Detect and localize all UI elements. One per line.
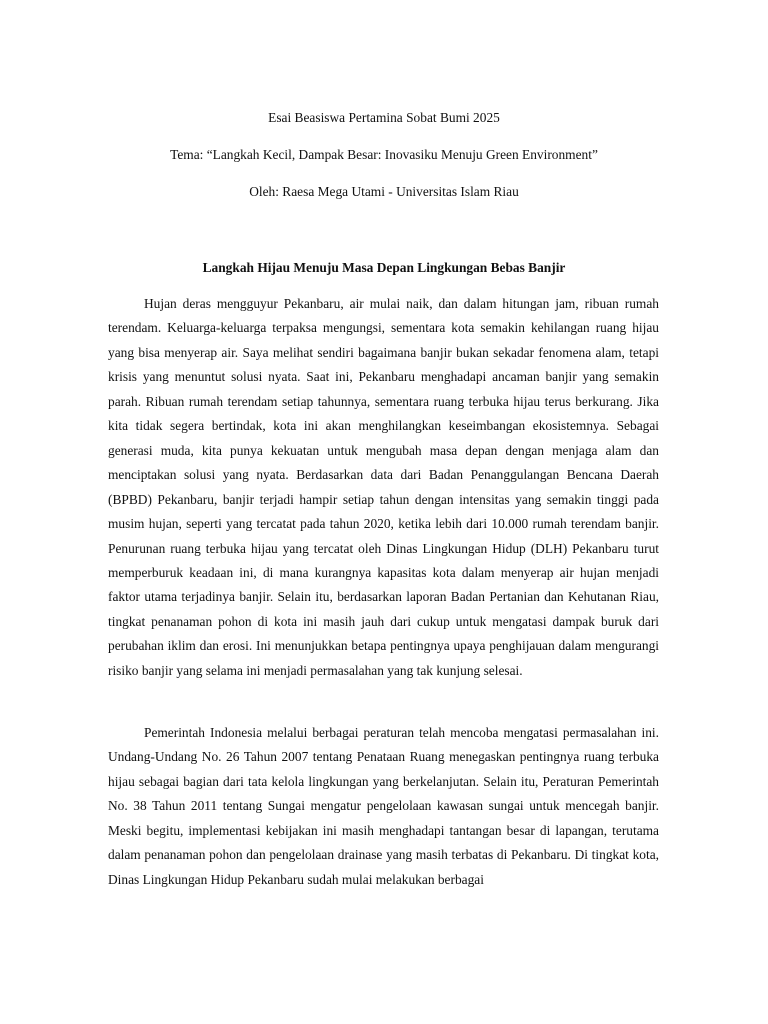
essay-title: Langkah Hijau Menuju Masa Depan Lingkungan Bebas Banjir — [202, 260, 566, 275]
body-paragraph-block-2 — [108, 721, 659, 892]
body-paragraph-block-1 — [108, 292, 659, 683]
document-theme: Tema: “Langkah Kecil, Dampak Besar: Inovasiku Menuju Green Environment” — [170, 147, 598, 162]
document-title: Esai Beasiswa Pertamina Sobat Bumi 2025 — [268, 110, 500, 125]
document-author: Oleh: Raesa Mega Utami - Universitas Islam Riau — [249, 184, 519, 199]
paragraph: Pemerintah Indonesia melalui berbagai peraturan telah mencoba mengatasi permasalahan ini. Undang-Undang No. 26 Tahun 2007 tentang Penataan Ruang menegaskan pentingnya ruang terbuka hijau sebagai bagian dari tata kelola lingkungan yang berkelanjutan. Selain itu, Peraturan Pemerintah No. 38 Tahun 2011 tentang Sungai mengatur pengelolaan kawasan sungai untuk mencegah banjir. Meski begitu, implementasi kebijakan ini masih menghadapi tantangan besar di lapangan, terutama dalam penanaman pohon dan pengelolaan drainase yang masih terbatas di Pekanbaru. Di tingkat kota, Dinas Lingkungan Hidup Pekanbaru sudah mulai melakukan berbagai — [108, 725, 659, 887]
paragraph: Hujan deras mengguyur Pekanbaru, air mulai naik, dan dalam hitungan jam, ribuan rumah terendam. Keluarga-keluarga terpaksa mengungsi, sementara kota semakin kehilangan ruang hijau yang bisa menyerap air. Saya melihat sendiri bagaimana banjir bukan sekadar fenomena alam, tetapi krisis yang menuntut solusi nyata. Saat ini, Pekanbaru menghadapi ancaman banjir yang semakin parah. Ribuan rumah terendam setiap tahunnya, sementara ruang terbuka hijau terus berkurang. Jika kita tidak segera bertindak, kota ini akan menghilangkan keseimbangan ekosistemnya. Sebagai generasi muda, kita punya kekuatan untuk mengubah masa depan dengan menjaga alam dan menciptakan solusi yang nyata. Berdasarkan data dari Badan Penanggulangan Bencana Daerah (BPBD) Pekanbaru, banjir terjadi hampir setiap tahun dengan intensitas yang semakin tinggi pada musim hujan, seperti yang tercatat pada tahun 2020, ketika lebih dari 10.000 rumah terendam banjir. Penurunan ruang terbuka hijau yang tercatat oleh Dinas Lingkungan Hidup (DLH) Pekanbaru turut memperburuk keadaan ini, di mana kurangnya kapasitas kota dalam menyerap air hujan menjadi faktor utama terjadinya banjir. Selain itu, berdasarkan laporan Badan Pertanian dan Kehutanan Riau, tingkat penanaman pohon di kota ini masih jauh dari cukup untuk mengatasi dampak buruk dari perubahan iklim dan erosi. Ini menunjukkan betapa pentingnya upaya penghijauan dalam mengurangi risiko banjir yang selama ini menjadi permasalahan yang tak kunjung selesai. — [108, 296, 659, 678]
